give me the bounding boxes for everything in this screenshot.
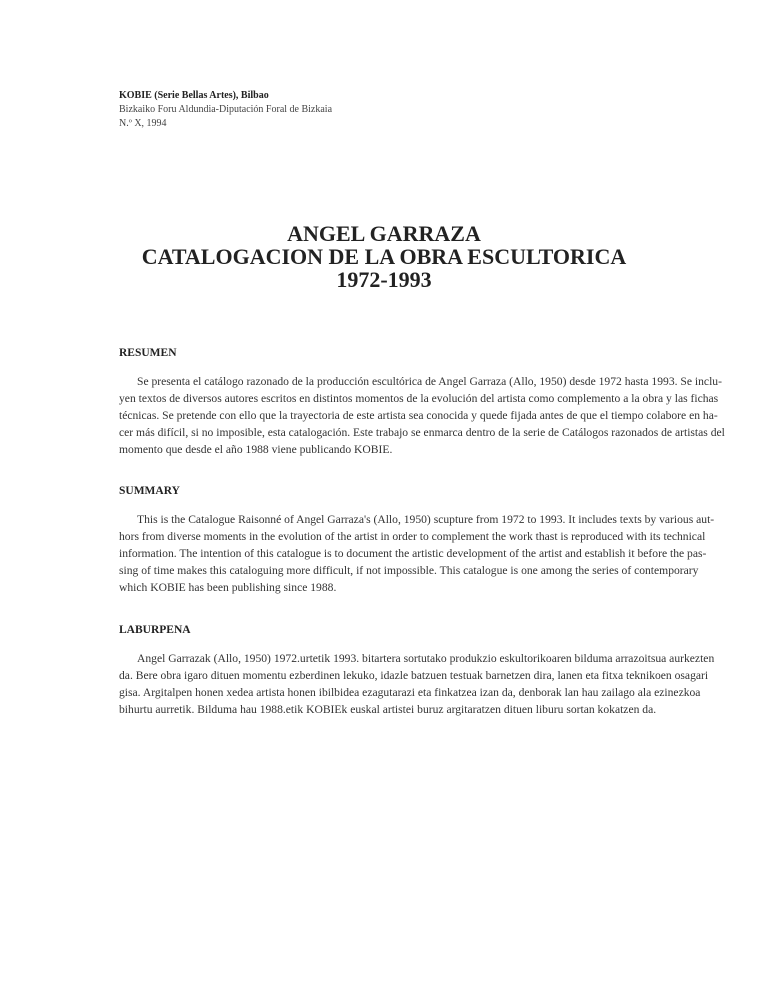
title-line: 1972-1993 xyxy=(336,267,432,292)
text-line: Angel Garrazak (Allo, 1950) 1972.urtetik 1993. bitartera sortutako produkzio eskultorikoaren bilduma arrazoitsua aurkezten xyxy=(137,652,715,665)
title-line: CATALOGACION DE LA OBRA ESCULTORICA xyxy=(141,244,627,269)
text-line: momento que desde el año 1988 viene publicando KOBIE. xyxy=(119,443,393,456)
publisher: Bizkaiko Foru Aldundia-Diputación Foral de Bizkaia xyxy=(119,104,333,115)
section-heading: SUMMARY xyxy=(119,485,180,497)
text-line: information. The intention of this catalogue is to document the artistic development of the artist and establish it before the pas- xyxy=(119,547,707,560)
section-heading: LABURPENA xyxy=(119,624,191,636)
text-line: sing of time makes this cataloguing more difficult, if not impossible. This catalogue is one among the series of contemporary xyxy=(119,564,699,577)
text-line: bihurtu aurretik. Bilduma hau 1988.etik KOBIEk euskal artistei buruz argitaratzen dituen liburu sortan kokatzen da. xyxy=(119,703,657,716)
text-line: which KOBIE has been publishing since 1988. xyxy=(119,581,337,594)
article-title xyxy=(0,222,768,291)
text-line: cer más difícil, si no imposible, esta catalogación. Este trabajo se enmarca dentro de la serie de Catálogos razonados de artistas del xyxy=(119,426,725,439)
text-line: hors from diverse moments in the evolution of the artist in order to complement the work thast is reproduced with its technical xyxy=(119,530,706,543)
journal-name: KOBIE (Serie Bellas Artes), Bilbao xyxy=(119,90,269,101)
section-heading: RESUMEN xyxy=(119,347,177,359)
journal-header xyxy=(119,89,332,131)
paragraph xyxy=(119,373,725,458)
text-line: yen textos de diversos autores escritos en distintos momentos de la evolución del artista como complemento a la obra y las fichas xyxy=(119,392,719,405)
text-line: gisa. Argitalpen honen xedea artista honen ibilbidea ezagutarazi eta finkatzea izan da, denborak lan hau zailago ala ezinezkoa xyxy=(119,686,701,699)
title-line: ANGEL GARRAZA xyxy=(287,221,481,246)
section-laburpena xyxy=(119,624,715,718)
text-line: da. Bere obra igaro dituen momentu ezberdinen lekuko, idazle batzuen testuak barnetzen dira, lanen eta fitxa teknikoen osagari xyxy=(119,669,709,682)
text-line: técnicas. Se pretende con ello que la trayectoria de este artista sea conocida y quede fijada antes de que el tiempo colabore en ha- xyxy=(119,409,718,422)
paragraph xyxy=(119,650,715,718)
text-line: Se presenta el catálogo razonado de la producción escultórica de Angel Garraza (Allo, 1950) desde 1972 hasta 1993. Se inclu- xyxy=(137,375,722,388)
text-line: This is the Catalogue Raisonné of Angel Garraza's (Allo, 1950) scupture from 1972 to 1993. It includes texts by various aut- xyxy=(137,513,715,526)
section-summary xyxy=(119,485,715,596)
paragraph xyxy=(119,511,715,596)
section-resumen xyxy=(119,347,725,458)
issue: N.º X, 1994 xyxy=(119,118,167,129)
